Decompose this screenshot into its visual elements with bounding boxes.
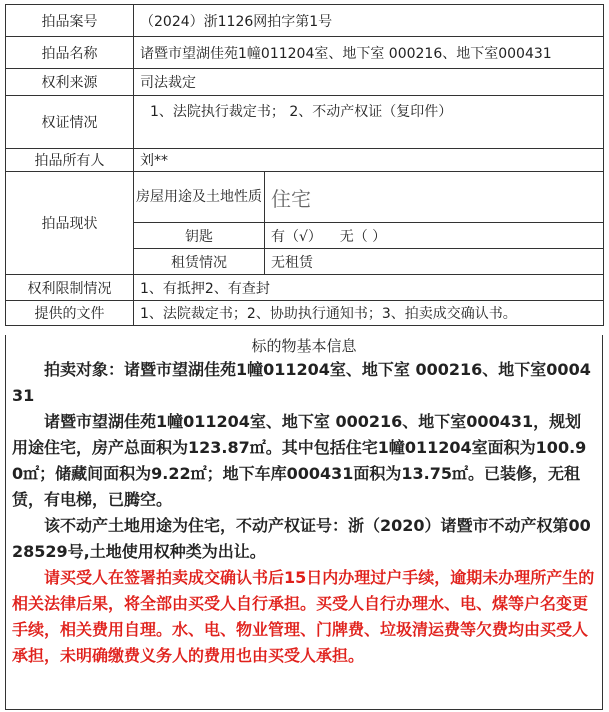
rent-value: 无租赁 <box>265 249 604 275</box>
docs-value: 1、法院裁定书；2、协助执行通知书；3、拍卖成交确认书。 <box>134 301 604 326</box>
land-use-paragraph: 该不动产土地用途为住宅，不动产权证号：浙（2020）诸暨市不动产权第0028529号,土地使用权种类为出让。 <box>12 516 591 561</box>
row-docs <box>6 301 604 326</box>
restrict-label: 权利限制情况 <box>6 275 134 301</box>
source-label: 权利来源 <box>6 69 134 96</box>
row-source <box>6 69 604 96</box>
key-value: 有（√） 无（ ） <box>265 223 604 249</box>
rent-label: 租赁情况 <box>134 249 265 275</box>
case-no-value: （2024）浙1126网拍字第1号 <box>134 5 604 37</box>
owner-value: 刘** <box>134 149 604 172</box>
row-cert <box>6 96 604 149</box>
row-restrict <box>6 275 604 301</box>
auction-object-paragraph: 拍卖对象：诸暨市望湖佳苑1幢011204室、地下室 000216、地下室000431 <box>12 360 591 405</box>
usage-label: 房屋用途及土地性质 <box>134 172 265 223</box>
case-no-label: 拍品案号 <box>6 5 134 37</box>
name-value: 诸暨市望湖佳苑1幢011204室、地下室 000216、地下室000431 <box>134 37 604 69</box>
cert-label: 权证情况 <box>6 96 134 149</box>
property-detail-paragraph: 诸暨市望湖佳苑1幢011204室、地下室 000216、地下室000431，规划用途住宅，房产总面积为123.87㎡。其中包括住宅1幢011204室面积为100.90㎡；储藏间面积为9.22㎡；地下车库000431面积为13.75㎡。已装修，无租赁，有电梯，已腾空。 <box>12 412 587 509</box>
buyer-notice-paragraph: 请买受人在签署拍卖成交确认书后15日内办理过户手续，逾期未办理所产生的相关法律后果，将全部由买受人自行承担。买受人自行办理水、电、煤等户名变更手续，相关费用自理。水、电、物业管理、门牌费、垃圾清运费等欠费均由买受人承担，未明确缴费义务人的费用也由买受人承担。 <box>12 568 595 665</box>
row-usage <box>6 172 604 223</box>
restrict-value: 1、有抵押2、有查封 <box>134 275 604 301</box>
usage-value: 住宅 <box>265 172 604 223</box>
key-label: 钥匙 <box>134 223 265 249</box>
cert-value: 1、法院执行裁定书； 2、不动产权证（复印件） <box>134 96 604 149</box>
row-owner <box>6 149 604 172</box>
status-label: 拍品现状 <box>6 172 134 275</box>
docs-label: 提供的文件 <box>6 301 134 326</box>
row-name <box>6 37 604 69</box>
basic-info-title: 标的物基本信息 <box>251 337 357 355</box>
row-case-no <box>6 5 604 37</box>
auction-info-table <box>5 4 604 326</box>
name-label: 拍品名称 <box>6 37 134 69</box>
basic-info-section <box>5 335 603 710</box>
owner-label: 拍品所有人 <box>6 149 134 172</box>
source-value: 司法裁定 <box>134 69 604 96</box>
